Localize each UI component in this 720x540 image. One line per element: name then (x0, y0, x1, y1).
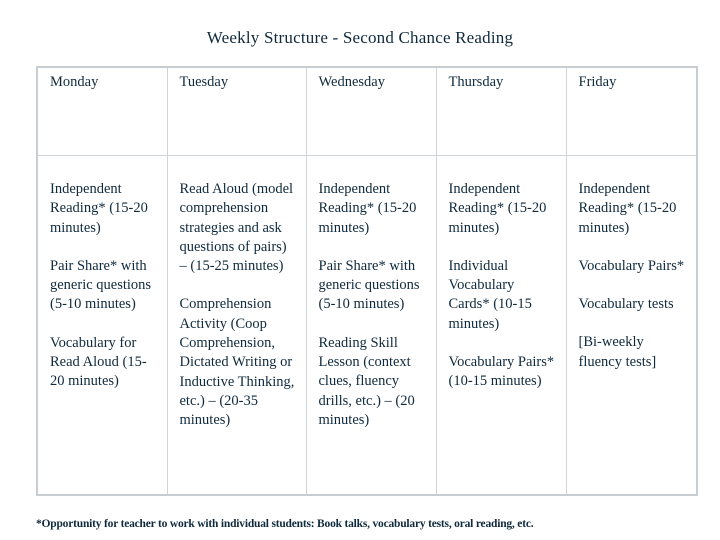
day-header-thursday: Thursday (436, 67, 566, 156)
activity-entry: Independent Reading* (15-20 minutes) (448, 181, 547, 236)
activity-entry: Comprehension Activity (Coop Comprehension, Dictated Writing or Inductive Thinking, etc.) – (20-35 minutes) (179, 296, 295, 429)
activities-row (37, 156, 697, 496)
tuesday-cell (167, 156, 306, 496)
activity-entry: Independent Reading* (15-20 minutes) (50, 181, 148, 236)
weekly-schedule-table (36, 66, 698, 496)
footnote: *Opportunity for teacher to work with individual students: Book talks, vocabulary tests, oral reading, etc. (36, 518, 534, 530)
activity-entry: Independent Reading* (15-20 minutes) (318, 181, 417, 236)
page-title: Weekly Structure - Second Chance Reading (206, 28, 514, 47)
day-header-friday: Friday (566, 67, 697, 156)
activity-entry: Independent Reading* (15-20 minutes) (578, 181, 677, 236)
monday-cell (37, 156, 167, 496)
day-header-wednesday: Wednesday (306, 67, 436, 156)
activity-entry: Read Aloud (model comprehension strategies and ask questions of pairs) – (15-25 minutes) (179, 181, 294, 275)
activity-entry: Vocabulary Pairs* (578, 257, 685, 274)
day-header-tuesday: Tuesday (167, 67, 306, 156)
activity-entry: Reading Skill Lesson (context clues, fluency drills, etc.) – (20 minutes) (318, 334, 415, 428)
activity-entry: Vocabulary tests (578, 296, 674, 313)
activity-entry: Pair Share* with generic questions (5-10 minutes) (50, 257, 152, 313)
activity-entry: Individual Vocabulary Cards* (10-15 minutes) (448, 257, 532, 332)
activity-entry: Pair Share* with generic questions (5-10 minutes) (318, 257, 420, 313)
activity-entry: Vocabulary Pairs* (10-15 minutes) (448, 354, 555, 390)
thursday-cell (436, 156, 566, 496)
day-header-row (37, 67, 697, 156)
activity-entry: [Bi-weekly fluency tests] (578, 334, 657, 370)
day-header-monday: Monday (37, 67, 167, 156)
activity-entry: Vocabulary for Read Aloud (15-20 minutes) (50, 334, 147, 390)
wednesday-cell (306, 156, 436, 496)
friday-cell (566, 156, 697, 496)
